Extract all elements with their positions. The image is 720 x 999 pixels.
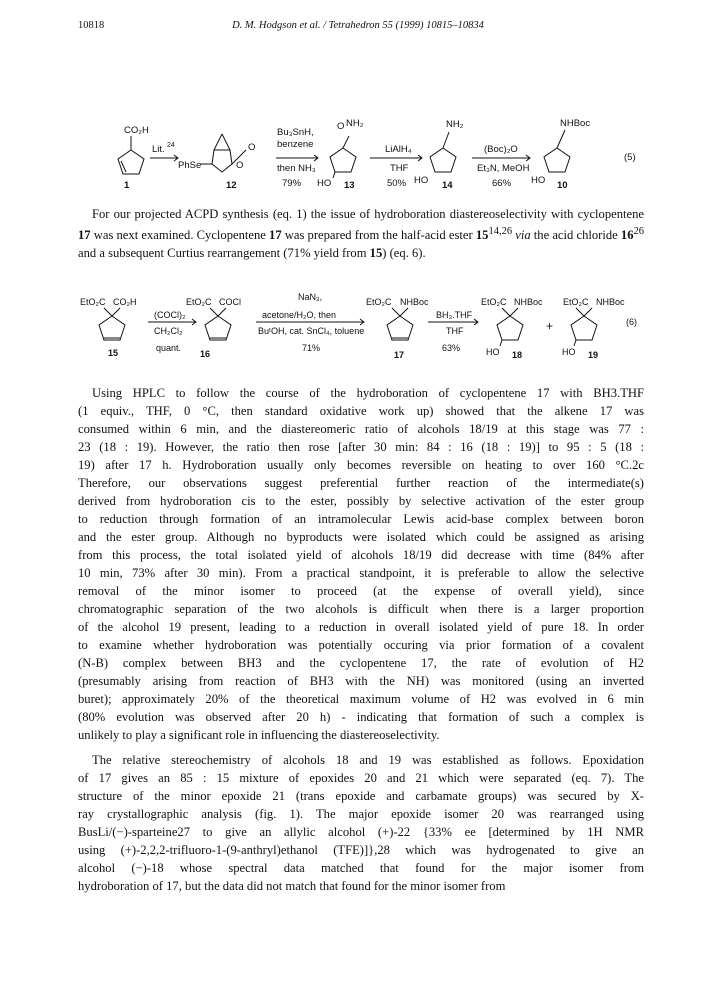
- cpd12-label: 12: [226, 180, 237, 191]
- cpd16-ester: EtO₂C: [186, 297, 212, 307]
- s6-arrow3-above: BH₃.THF: [436, 310, 473, 320]
- text-line: structure of the minor epoxide 21 (trans epoxide and carbamate groups) was secured by X-: [78, 789, 644, 803]
- cpd18-ring: [497, 316, 523, 340]
- cpd-ref: 15: [475, 228, 489, 243]
- s6-arrow1-yield: quant.: [156, 343, 182, 353]
- s6-arrow2-l1: NaN₃,: [298, 292, 323, 302]
- scheme-6: [0, 292, 720, 364]
- text-line: unlikely to play a significant role in influencing the diastereoselectivity.: [78, 728, 440, 742]
- s6-arrow3-below: THF: [446, 326, 464, 336]
- cpd15-ring: [99, 316, 125, 340]
- cpd14-ring: [430, 148, 456, 172]
- page-number: 10818: [78, 20, 105, 31]
- cpd-ref: 15: [369, 246, 383, 261]
- cpd15-label: 15: [108, 348, 119, 358]
- text-line: from this process, the total isolated yield of alcohols 18/19 did decrease with time (84% after: [78, 548, 644, 562]
- text-line: of the alcohol 19 present, leading to a reduction in overall isolated yield of pure 18. In order: [78, 620, 644, 634]
- text-line: 23 (18 : 19). However, the ratio then rose [after 30 min: 84 : 16 (18 : 19)] to 95 : 5 (18 :: [78, 440, 644, 454]
- text-line: chromatographic separation of the two alcohols is difficult when there is a larger proportion: [78, 602, 644, 616]
- s5-arrow2-l2: benzene: [277, 139, 314, 150]
- cpd12-o-dbl: O: [248, 142, 256, 153]
- cpd19-ring: [571, 316, 597, 340]
- s5-arrow4-yield: 66%: [492, 178, 512, 189]
- cpd16-ring: [205, 316, 231, 340]
- cpd13-o: O: [337, 121, 345, 132]
- cpd13-ho: HO: [317, 178, 332, 189]
- cpd14-label: 14: [442, 180, 453, 191]
- text-line: 10 min, 73% after 30 min). From a practical standpoint, it is preferable to allow the selective: [78, 566, 644, 580]
- text-line: (80% evolution was observed after 20 h) - indicating that formation of such a complex is: [78, 710, 644, 724]
- s5-arrow3-above: LiAlH₄: [385, 144, 412, 155]
- para1-text: ) (eq. 6).: [382, 246, 426, 261]
- cpd18-ester: EtO₂C: [481, 297, 507, 307]
- paragraph-2: [78, 384, 644, 744]
- s6-arrow2-l2: acetone/H₂O, then: [262, 310, 337, 320]
- text-line: alcohol (−)-18 whose spectral data matched that found for the major isomer from: [78, 861, 644, 875]
- text-line: 19) after 17 h. Hydroboration usually only becomes reversible on heating to over 160 °C.2c: [78, 458, 644, 472]
- citation: 26: [633, 226, 645, 237]
- para1-text: and a subsequent Curtius rearrangement (71% yield from: [78, 246, 370, 261]
- cpd12-ring: [212, 150, 232, 172]
- cpd18-ho: HO: [486, 347, 500, 357]
- cpd15-ester: EtO₂C: [80, 297, 106, 307]
- cpd19-ester: EtO₂C: [563, 297, 589, 307]
- s5-arrow4-above: (Boc)₂O: [484, 144, 518, 155]
- eq-5-number: (5): [624, 152, 636, 163]
- cpd10-ho: HO: [531, 175, 546, 186]
- plus-sign: +: [546, 319, 554, 333]
- text-line: removal of the minor isomer to proceed (at the expense of overall yield), since: [78, 584, 644, 598]
- cpd18-label: 18: [512, 350, 523, 360]
- text-line: to examine whether hydroboration was potentially occuring via prior formation of a covalent: [78, 638, 644, 652]
- text-line: (presumably arising from reaction of BH3 with the NH) was monitored (using an inverted: [78, 674, 644, 688]
- cpd17-label: 17: [394, 350, 405, 360]
- s5-arrow1-reagent: Lit.: [152, 144, 165, 155]
- cpd18-nhboc: NHBoc: [514, 297, 543, 307]
- text-line: derived from hydroboration cis to the ester, possibly by selective activation of the ester group: [78, 494, 644, 508]
- cpd13-nh2: NH₂: [346, 118, 364, 129]
- running-head: D. M. Hodgson et al. / Tetrahedron 55 (1999) 10815–10834: [232, 20, 484, 31]
- cpd10-label: 10: [557, 180, 568, 191]
- text-line: consumed within 6 min, and the diastereomeric ratio of alcohols 18/19 at this stage was 77 :: [78, 422, 644, 436]
- s6-arrow2-l3: BuᵗOH, cat. SnCl₄, toluene: [258, 326, 365, 336]
- text-line: (N-B) complex between BH3 and the cyclopentene 17, the rate of evolution of H2: [78, 656, 644, 670]
- s5-arrow3-yield: 50%: [387, 178, 407, 189]
- s6-arrow3-yield: 63%: [442, 343, 461, 353]
- eq-6-number: (6): [626, 317, 637, 327]
- s5-arrow1-ref: 24: [167, 142, 175, 149]
- text-line: ray crystallographic analysis (fig. 1). The major epoxide isomer 20 was rearranged using: [78, 807, 644, 821]
- cpd10-ring: [544, 148, 570, 172]
- cpd17-ester: EtO₂C: [366, 297, 392, 307]
- text-line: hydroboration of 17, but the data did not match that found for the minor isomer from: [78, 879, 506, 893]
- cpd19-nhboc: NHBoc: [596, 297, 625, 307]
- cpd16-cocl: COCl: [219, 297, 241, 307]
- s5-arrow2-yield: 79%: [282, 178, 302, 189]
- s6-arrow2-yield: 71%: [302, 343, 321, 353]
- text-line: The relative stereochemistry of alcohols 18 and 19 was established as follows. Epoxidation: [92, 753, 644, 767]
- text-line: and the ester group. Although no byproducts were isolated which could be assigned as arising: [78, 530, 644, 544]
- text-line: of 17 gives an 85 : 15 mixture of epoxides 20 and 21 which were separated (eq. 7). The: [78, 771, 644, 785]
- cpd-ref: 16: [620, 228, 634, 243]
- text-line: using (+)-2,2,2-trifluoro-1-(9-anthryl)ethanol (TFE)]},28 which was hydrogenated to give an: [78, 843, 644, 857]
- cpd16-label: 16: [200, 349, 211, 359]
- citation: 14,26: [488, 226, 513, 237]
- s5-arrow2-l1: Bu₃SnH,: [277, 127, 314, 138]
- cpd12-phse: PhSe: [178, 160, 202, 171]
- s5-arrow2-l3: then NH₃: [277, 163, 316, 174]
- cpd13-label: 13: [344, 180, 355, 191]
- cpd12-o-ring: O: [236, 160, 244, 171]
- text-line: (1 equiv., THF, 0 °C, then standard oxidative work up) showed that the alkene 17 was: [78, 404, 644, 418]
- cpd19-ho: HO: [562, 347, 576, 357]
- s6-arrow1-above: (COCl)₂: [154, 310, 186, 320]
- cpd10-nhboc: NHBoc: [560, 118, 591, 129]
- para1-text: For our projected ACPD synthesis (eq. 1) the issue of hydroboration diastereoselectivity with cyclopentene: [92, 207, 644, 221]
- paragraph-1: [78, 205, 644, 262]
- cpd-ref: 17: [269, 228, 282, 243]
- para1-text: the acid chloride: [530, 228, 621, 243]
- text-line: to reduction through formation of an intramolecular Lewis acid-base complex between boron: [78, 512, 644, 526]
- scheme-5: [0, 112, 720, 194]
- para1-text: was prepared from the half-acid ester: [281, 228, 476, 243]
- cpd14-ho: HO: [414, 175, 429, 186]
- cpd19-label: 19: [588, 350, 599, 360]
- cpd17-ring: [387, 316, 413, 340]
- s5-arrow4-below: Et₃N, MeOH: [477, 163, 530, 174]
- text-line: Therefore, our observations suggest preferential further reaction of the intermediate(s): [78, 476, 644, 490]
- paragraph-3: [78, 751, 644, 895]
- text-line: BusLi/(−)-sparteine27 to give an allylic alcohol (+)-22 {33% ee [determined by 1H NMR: [78, 825, 644, 839]
- cpd1-label: 1: [124, 180, 130, 191]
- cpd17-nhboc: NHBoc: [400, 297, 429, 307]
- italic-term: via: [515, 228, 531, 243]
- text-line: Using HPLC to follow the course of the hydroboration of cyclopentene 17 with BH3.THF: [92, 386, 644, 400]
- cpd13-ring: [330, 148, 356, 172]
- text-line: buret); approximately 20% of the theoretical maximum volume of H2 was evolved in 6 min: [78, 692, 644, 706]
- s5-arrow3-below: THF: [390, 163, 409, 174]
- cpd-ref: 17: [78, 228, 91, 243]
- cpd1-group: CO₂H: [124, 125, 149, 136]
- para1-text: was next examined. Cyclopentene: [90, 228, 270, 243]
- cpd14-nh2: NH₂: [446, 119, 464, 130]
- cpd15-acid: CO₂H: [113, 297, 137, 307]
- s6-arrow1-below: CH₂Cl₂: [154, 326, 183, 336]
